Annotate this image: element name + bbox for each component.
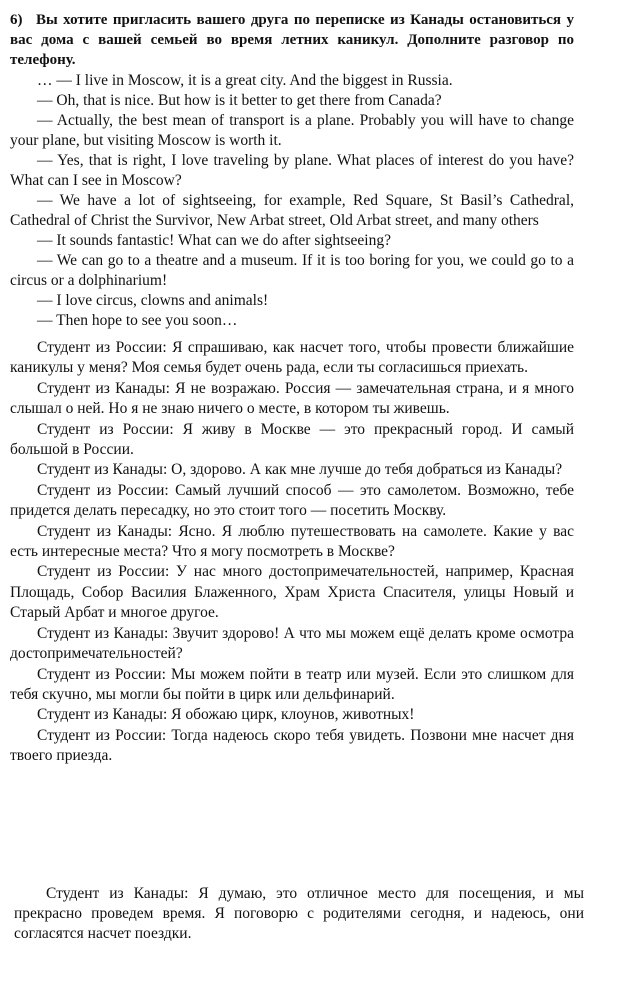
dialog-line: — Yes, that is right, I love traveling by plane. What places of interest do you have? What can I see in Moscow? bbox=[10, 152, 574, 189]
translation-line: Студент из России: У нас много достопримечательностей, например, Красная Площадь, Собор Василия Блаженного, Храм Христа Спасителя, улицы Новый и Старый Арбат и многое другое. bbox=[10, 563, 574, 622]
translation-line: Студент из России: Я живу в Москве — это прекрасный город. И самый большой в России. bbox=[10, 420, 574, 459]
translation-line: Студент из России: Мы можем пойти в театр или музей. Если это слишком для тебя скучно, мы могли бы пойти в цирк или дельфинарий. bbox=[10, 665, 574, 703]
dialog-line: — I love circus, clowns and animals! bbox=[37, 292, 269, 309]
task-number: 6) bbox=[10, 12, 23, 28]
dialog-line: — We have a lot of sightseeing, for example, Red Square, St Basil’s Cathedral, Cathedral of Christ the Survivor, New Arbat street, Old Arbat street, and many others bbox=[10, 192, 574, 229]
closing-text: Студент из Канады: Я думаю, это отличное место для посещения, и мы прекрасно проведем время. Я поговорю с родителями сегодня, и надеюсь, они согласятся насчет поездки. bbox=[14, 885, 584, 942]
translation-line: Студент из Канады: Я не возражаю. Россия — замечательная страна, и я много слышал о ней. Но я не знаю ничего о месте, в котором ты живешь. bbox=[10, 379, 574, 418]
closing-paragraph bbox=[14, 884, 584, 944]
dialog-line: — It sounds fantastic! What can we do after sightseeing? bbox=[37, 232, 391, 249]
task-heading bbox=[10, 10, 574, 70]
translation-line: Студент из России: Тогда надеюсь скоро тебя увидеть. Позвони мне насчет дня твоего приезда. bbox=[10, 726, 574, 765]
english-dialog bbox=[10, 71, 574, 331]
dialog-line: — Then hope to see you soon… bbox=[37, 312, 238, 329]
task-instruction: Вы хотите пригласить вашего друга по переписке из Канады остановиться у вас дома с вашей семьей во время летних каникул. Дополните разговор по телефону. bbox=[10, 12, 574, 68]
translation-line: Студент из России: Я спрашиваю, как насчет того, чтобы провести ближайшие каникулы у меня? Моя семья будет очень рада, если ты согласишься приехать. bbox=[10, 339, 574, 377]
russian-translation bbox=[10, 338, 574, 767]
dialog-line: — Oh, that is nice. But how is it better to get there from Canada? bbox=[37, 92, 442, 109]
dialog-line: — We can go to a theatre and a museum. If it is too boring for you, we could go to a circus or a dolphinarium! bbox=[10, 252, 574, 289]
translation-line: Студент из Канады: Я обожаю цирк, клоунов, животных! bbox=[37, 706, 415, 724]
translation-line: Студент из России: Самый лучший способ — это самолетом. Возможно, тебе придется делать пересадку, но это стоит того — посетить Москву. bbox=[10, 481, 574, 520]
translation-line: Студент из Канады: Ясно. Я люблю путешествовать на самолете. Какие у вас есть интересные места? Что я могу посмотреть в Москве? bbox=[10, 522, 574, 561]
dialog-line: … — I live in Moscow, it is a great city. And the biggest in Russia. bbox=[37, 72, 453, 89]
translation-line: Студент из Канады: О, здорово. А как мне лучше до тебя добраться из Канады? bbox=[37, 461, 563, 479]
document-page bbox=[10, 10, 574, 767]
dialog-line: — Actually, the best mean of transport is a plane. Probably you will have to change your plane, but visiting Moscow is worth it. bbox=[10, 112, 574, 149]
translation-line: Студент из Канады: Звучит здорово! А что мы можем ещё делать кроме осмотра достопримечательностей? bbox=[10, 624, 574, 663]
